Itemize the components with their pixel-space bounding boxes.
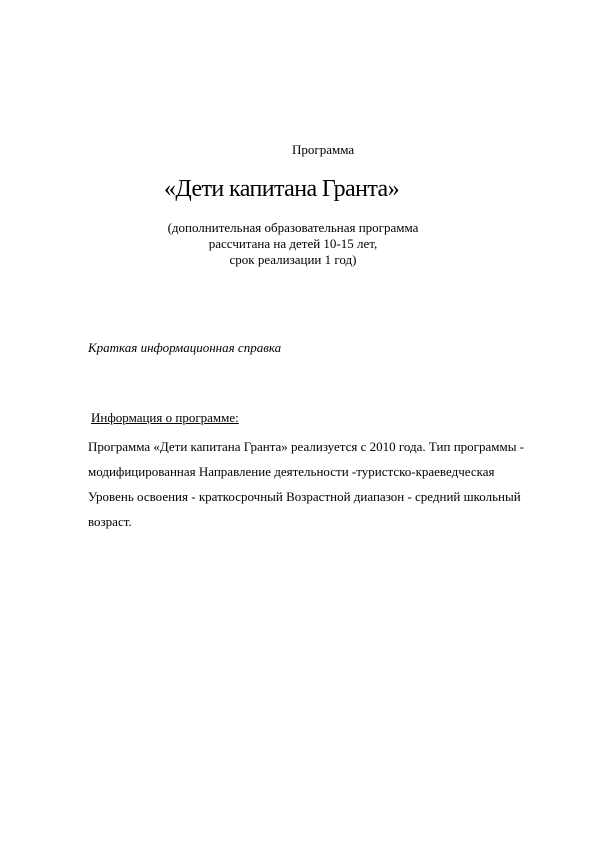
subtitle-line: срок реализации 1 год) [229, 252, 357, 267]
body-line: Уровень освоения - краткосрочный Возрастной диапазон - средний школьный [88, 489, 521, 504]
body-line: Программа «Дети капитана Гранта» реализуется с 2010 года. Тип программы - [88, 439, 525, 454]
program-title: «Дети капитана Гранта» [164, 176, 399, 202]
program-subtitle [148, 220, 438, 268]
body-line: возраст. [88, 514, 132, 529]
program-info-body [88, 434, 558, 534]
brief-info-heading: Краткая информационная справка [88, 340, 282, 355]
subtitle-line: (дополнительная образовательная программа [167, 220, 419, 235]
program-info-heading: Информация о программе: [91, 410, 239, 425]
program-label: Программа [292, 142, 355, 157]
body-line: модифицированная Направление деятельности -туристско-краеведческая [88, 464, 495, 479]
subtitle-line: рассчитана на детей 10-15 лет, [208, 236, 378, 251]
